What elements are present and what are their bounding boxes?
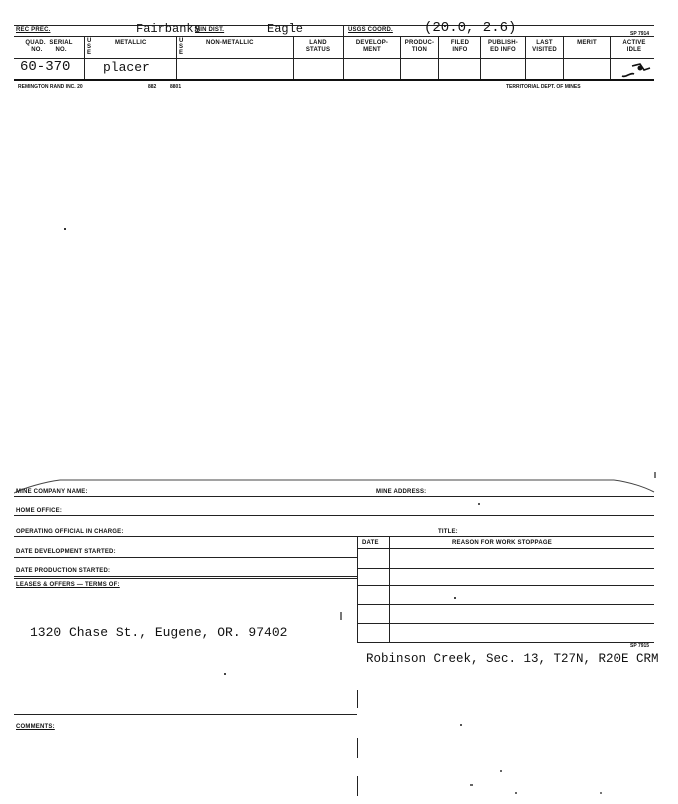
metallic-value: placer bbox=[103, 60, 150, 75]
col-quad-serial: QUAD. SERIAL NO. NO. bbox=[25, 40, 73, 53]
col-development: DEVELOP- MENT bbox=[355, 40, 389, 53]
col-active-idle: ACTIVE IDLE bbox=[622, 40, 646, 53]
dev-started-label: DATE DEVELOPMENT STARTED: bbox=[16, 549, 116, 555]
col-filed-info: FILED INFO bbox=[450, 40, 470, 53]
speck bbox=[478, 503, 480, 505]
speck bbox=[500, 770, 502, 772]
speck bbox=[470, 784, 473, 786]
speck bbox=[515, 792, 517, 794]
operating-official-label: OPERATING OFFICIAL IN CHARGE: bbox=[16, 529, 124, 535]
comments-label: COMMENTS: bbox=[16, 724, 55, 730]
reason-stoppage-label: REASON FOR WORK STOPPAGE bbox=[452, 540, 552, 546]
col-production: PRODUC- TION bbox=[404, 40, 435, 53]
title-label: TITLE: bbox=[438, 529, 458, 535]
card-top-edge bbox=[14, 472, 656, 494]
home-office-label: HOME OFFICE: bbox=[16, 508, 63, 514]
handwritten-mark bbox=[618, 58, 654, 80]
rec-prec-label: REC PREC. bbox=[16, 27, 51, 33]
form-number-top: SP 7914 bbox=[630, 31, 650, 37]
speck bbox=[64, 228, 66, 230]
speck bbox=[224, 673, 226, 675]
quad-serial-value: 60-370 bbox=[20, 59, 71, 75]
speck bbox=[454, 597, 456, 599]
speck bbox=[600, 792, 602, 794]
speck bbox=[340, 612, 342, 620]
min-dist-label: MIN DIST. bbox=[195, 27, 225, 33]
speck bbox=[460, 724, 462, 726]
usgs-coord-value: (20.0, 2.6) bbox=[424, 20, 517, 36]
date-column-label: DATE bbox=[362, 540, 379, 546]
printer-code-a: 882 bbox=[148, 84, 157, 90]
col-metallic: METALLIC bbox=[115, 40, 147, 46]
col-land-status: LAND STATUS bbox=[305, 40, 331, 53]
leases-label: LEASES & OFFERS — TERMS OF: bbox=[16, 582, 120, 588]
col-published-info: PUBLISH- ED INFO bbox=[488, 40, 518, 53]
mine-address-label: MINE ADDRESS: bbox=[376, 489, 427, 495]
prod-started-label: DATE PRODUCTION STARTED: bbox=[16, 568, 111, 574]
col-use-nonmetallic: U S E bbox=[179, 38, 184, 56]
region-value: Fairbanks bbox=[136, 22, 201, 36]
printer-code-b: 8801 bbox=[170, 84, 182, 90]
min-dist-value: Eagle bbox=[267, 22, 304, 36]
col-last-visited: LAST VISITED bbox=[532, 40, 557, 53]
col-nonmetallic: NON-METALLIC bbox=[206, 40, 254, 46]
form-number-bottom: SP 7915 bbox=[630, 643, 650, 649]
col-use-metallic: U S E bbox=[87, 38, 92, 56]
usgs-coord-label: USGS COORD. bbox=[348, 27, 393, 33]
location-text: Robinson Creek, Sec. 13, T27N, R20E CRM bbox=[366, 652, 659, 666]
col-merit: MERIT bbox=[577, 40, 597, 46]
speck bbox=[654, 472, 656, 478]
department-label: TERRITORIAL DEPT. OF MINES bbox=[506, 84, 581, 90]
mine-company-label: MINE COMPANY NAME: bbox=[16, 489, 88, 495]
printer-line: REMINGTON RAND INC. 20 bbox=[18, 84, 83, 90]
home-office-address: 1320 Chase St., Eugene, OR. 97402 bbox=[30, 625, 288, 640]
